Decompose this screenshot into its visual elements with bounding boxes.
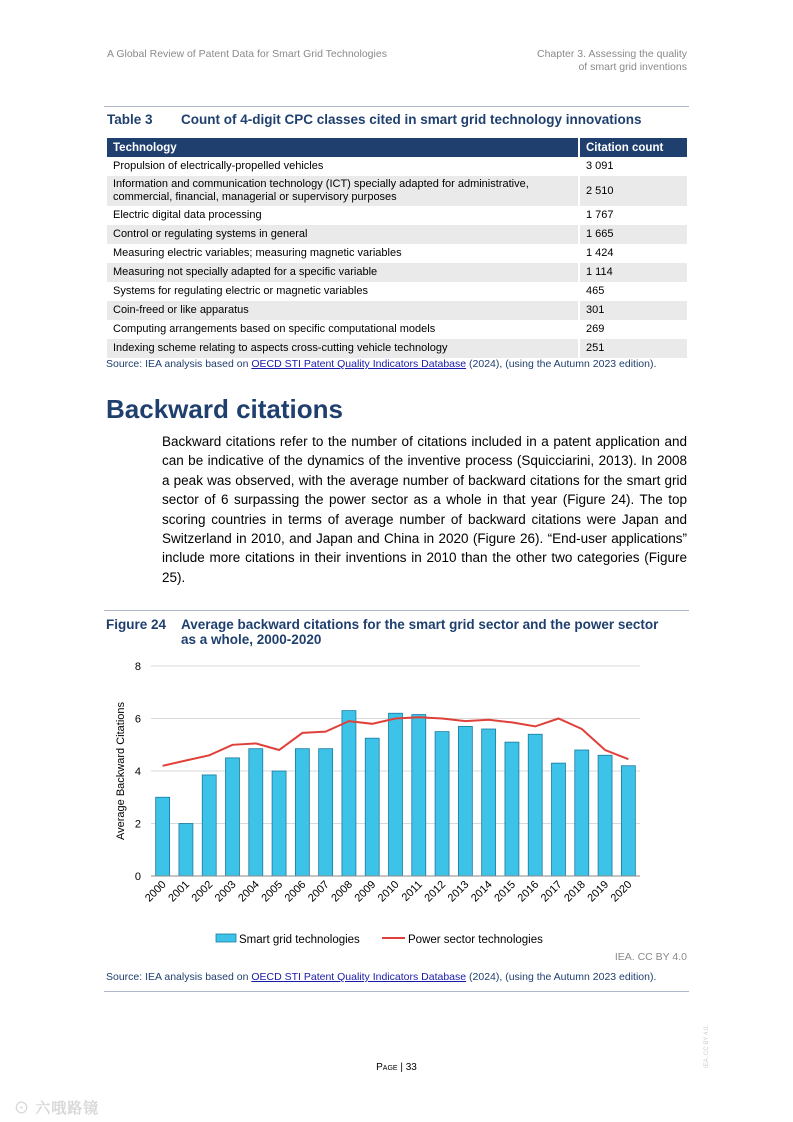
cell-tech: Systems for regulating electric or magnetic variables <box>113 285 368 297</box>
header-chapter-line2: of smart grid inventions <box>578 61 687 73</box>
cell-tech: Coin-freed or like apparatus <box>107 301 579 320</box>
y-tick-label: 6 <box>134 713 141 726</box>
cell-count: 1 114 <box>579 263 687 282</box>
page-number: 33 <box>405 1062 417 1073</box>
citation-table <box>107 138 687 358</box>
figure-title-line1: Average backward citations for the smart grid sector and the power sector <box>181 617 659 632</box>
x-tick-label: 2010 <box>375 878 402 905</box>
source-prefix: Source: IEA analysis based on <box>106 358 252 370</box>
table-row <box>107 263 687 282</box>
x-tick-label: 2004 <box>236 878 262 905</box>
header-chapter-line1: Chapter 3. Assessing the quality <box>536 48 687 60</box>
cell-tech: Propulsion of electrically-propelled vehicles <box>113 160 324 172</box>
table-row <box>107 206 687 225</box>
cell-tech: Indexing scheme relating to aspects cross-cutting vehicle technology <box>107 339 579 358</box>
x-tick-label: 2018 <box>562 878 588 905</box>
table-header-row <box>107 138 687 157</box>
bar-2002 <box>202 775 216 876</box>
bar-2017 <box>552 763 566 876</box>
y-tick-label: 2 <box>134 818 141 831</box>
y-axis-ticks <box>135 661 141 883</box>
table-row <box>107 244 687 263</box>
cell-count: 251 <box>579 339 687 358</box>
bar-2016 <box>528 734 542 876</box>
cell-tech: Computing arrangements based on specific computational models <box>113 323 436 335</box>
col-technology: Technology <box>107 138 579 157</box>
watermark-text: 六哦路镜 <box>35 1100 100 1117</box>
cell-tech: Electric digital data processing <box>113 209 262 221</box>
table-title: Count of 4-digit CPC classes cited in smart grid technology innovations <box>181 112 642 127</box>
bar-2001 <box>179 824 193 877</box>
y-tick-label: 4 <box>134 766 141 778</box>
bar-2000 <box>156 797 170 876</box>
section-paragraph: Backward citations refer to the number of citations included in a patent application and can be indicative of the dynamics of the inventive process (Squicciarini, 2013). In 2008 a peak was observed, with the average number of backward citations for the smart grid sector of 6 surpassing the power sector as a whole in that year (Figure 24). The top scoring countries in terms of average number of backward citations were Japan and Switzerland in 2010, and Japan and China in 2020 (Figure 26). “End-user applications” include more citations in their inventions in 2010 than the other two categories (Figure 25). <box>162 434 687 585</box>
x-tick-label: 2008 <box>329 878 356 905</box>
source-prefix: Source: IEA analysis based on <box>106 971 252 983</box>
figure-label: Figure 24 <box>106 617 167 632</box>
bar-2003 <box>226 758 240 876</box>
x-tick-label: 2005 <box>259 878 286 905</box>
bar-2019 <box>598 755 612 876</box>
bar-2014 <box>482 729 496 876</box>
bar-2006 <box>295 749 309 876</box>
x-tick-label: 2001 <box>166 878 193 905</box>
y-tick-label: 8 <box>134 661 141 673</box>
figure-title-line2: as a whole, 2000-2020 <box>181 632 322 647</box>
cell-count: 1 424 <box>579 244 687 263</box>
table-label: Table 3 <box>107 112 153 127</box>
cell-count: 1 767 <box>579 206 687 225</box>
bar-2018 <box>575 750 589 876</box>
table-row <box>107 339 687 358</box>
bar-2015 <box>505 742 519 876</box>
cell-count: 269 <box>579 320 687 339</box>
x-tick-label: 2000 <box>142 878 169 905</box>
source-link[interactable]: OECD STI Patent Quality Indicators Database <box>251 971 467 983</box>
bar-2020 <box>621 766 635 876</box>
bar-series <box>156 711 636 876</box>
running-header-title: A Global Review of Patent Data for Smart Grid Technologies <box>107 48 387 60</box>
chart-legend <box>216 934 543 946</box>
bar-2010 <box>389 713 403 876</box>
x-tick-label: 2014 <box>468 878 495 905</box>
table-top-rule <box>104 106 689 107</box>
cell-count: 2 510 <box>579 176 687 206</box>
x-tick-label: 2016 <box>515 878 542 905</box>
figure-title <box>181 617 658 647</box>
watermark <box>14 1097 99 1118</box>
x-tick-label: 2017 <box>538 878 565 905</box>
source-suffix: (2024), (using the Autumn 2023 edition). <box>466 358 657 370</box>
legend-smart-grid-label: Smart grid technologies <box>239 934 360 946</box>
table-row <box>107 176 687 206</box>
legend-bar-swatch <box>216 934 236 942</box>
figure-credit: IEA. CC BY 4.0 <box>614 951 687 963</box>
cell-count: 1 665 <box>579 225 687 244</box>
cell-count: 301 <box>579 301 687 320</box>
table-row <box>107 157 687 176</box>
x-tick-label: 2002 <box>189 878 216 905</box>
x-axis-ticks <box>143 879 635 905</box>
cell-tech: Measuring electric variables; measuring magnetic variables <box>113 247 402 259</box>
table-row <box>107 282 687 301</box>
table-row <box>107 301 687 320</box>
source-suffix: (2024), (using the Autumn 2023 edition). <box>466 971 657 983</box>
x-tick-label: 2019 <box>585 878 612 905</box>
figure-source-note <box>106 971 656 983</box>
cell-tech: Measuring not specially adapted for a specific variable <box>107 263 579 282</box>
x-tick-label: 2007 <box>305 878 332 905</box>
figure-top-rule <box>104 610 689 611</box>
legend-power-sector-label: Power sector technologies <box>408 934 543 946</box>
x-tick-label: 2020 <box>608 878 635 905</box>
bar-2007 <box>319 749 333 876</box>
cell-count: 3 091 <box>579 157 687 176</box>
y-tick-label: 0 <box>134 871 141 883</box>
cell-tech: Information and communication technology (ICT) specially adapted for administrative, commercial, financial, managerial or supervisory purposes <box>107 176 579 206</box>
x-tick-label: 2012 <box>422 878 449 905</box>
table-source-note <box>106 358 656 370</box>
page-word: Page <box>376 1062 398 1073</box>
bar-2008 <box>342 711 356 876</box>
cell-count: 465 <box>579 282 687 301</box>
figure-bottom-rule <box>104 991 689 992</box>
page-footer: Page | 33 <box>376 1062 417 1073</box>
bar-2013 <box>458 726 472 876</box>
col-citation-count: Citation count <box>579 138 687 157</box>
bar-2005 <box>272 771 286 876</box>
section-heading: Backward citations <box>106 394 343 424</box>
bar-2004 <box>249 749 263 876</box>
source-link[interactable]: OECD STI Patent Quality Indicators Database <box>251 358 467 370</box>
table-row <box>107 225 687 244</box>
x-tick-label: 2003 <box>212 878 239 905</box>
bar-2011 <box>412 715 426 876</box>
bar-2012 <box>435 732 449 876</box>
running-header-chapter <box>537 48 687 74</box>
x-tick-label: 2011 <box>399 878 425 904</box>
watermark-logo-icon: ⊙ <box>14 1100 31 1117</box>
backward-citations-chart <box>100 652 660 957</box>
bar-2009 <box>365 738 379 876</box>
y-axis-label: Average Backward Citations <box>115 702 127 840</box>
cell-tech: Control or regulating systems in general <box>107 225 579 244</box>
x-tick-label: 2013 <box>445 878 472 905</box>
side-credit: IEA. CC BY 4.0. <box>704 1025 710 1068</box>
x-tick-label: 2015 <box>492 878 519 905</box>
x-tick-label: 2006 <box>282 878 309 905</box>
table-row <box>107 320 687 339</box>
x-tick-label: 2009 <box>352 878 379 905</box>
